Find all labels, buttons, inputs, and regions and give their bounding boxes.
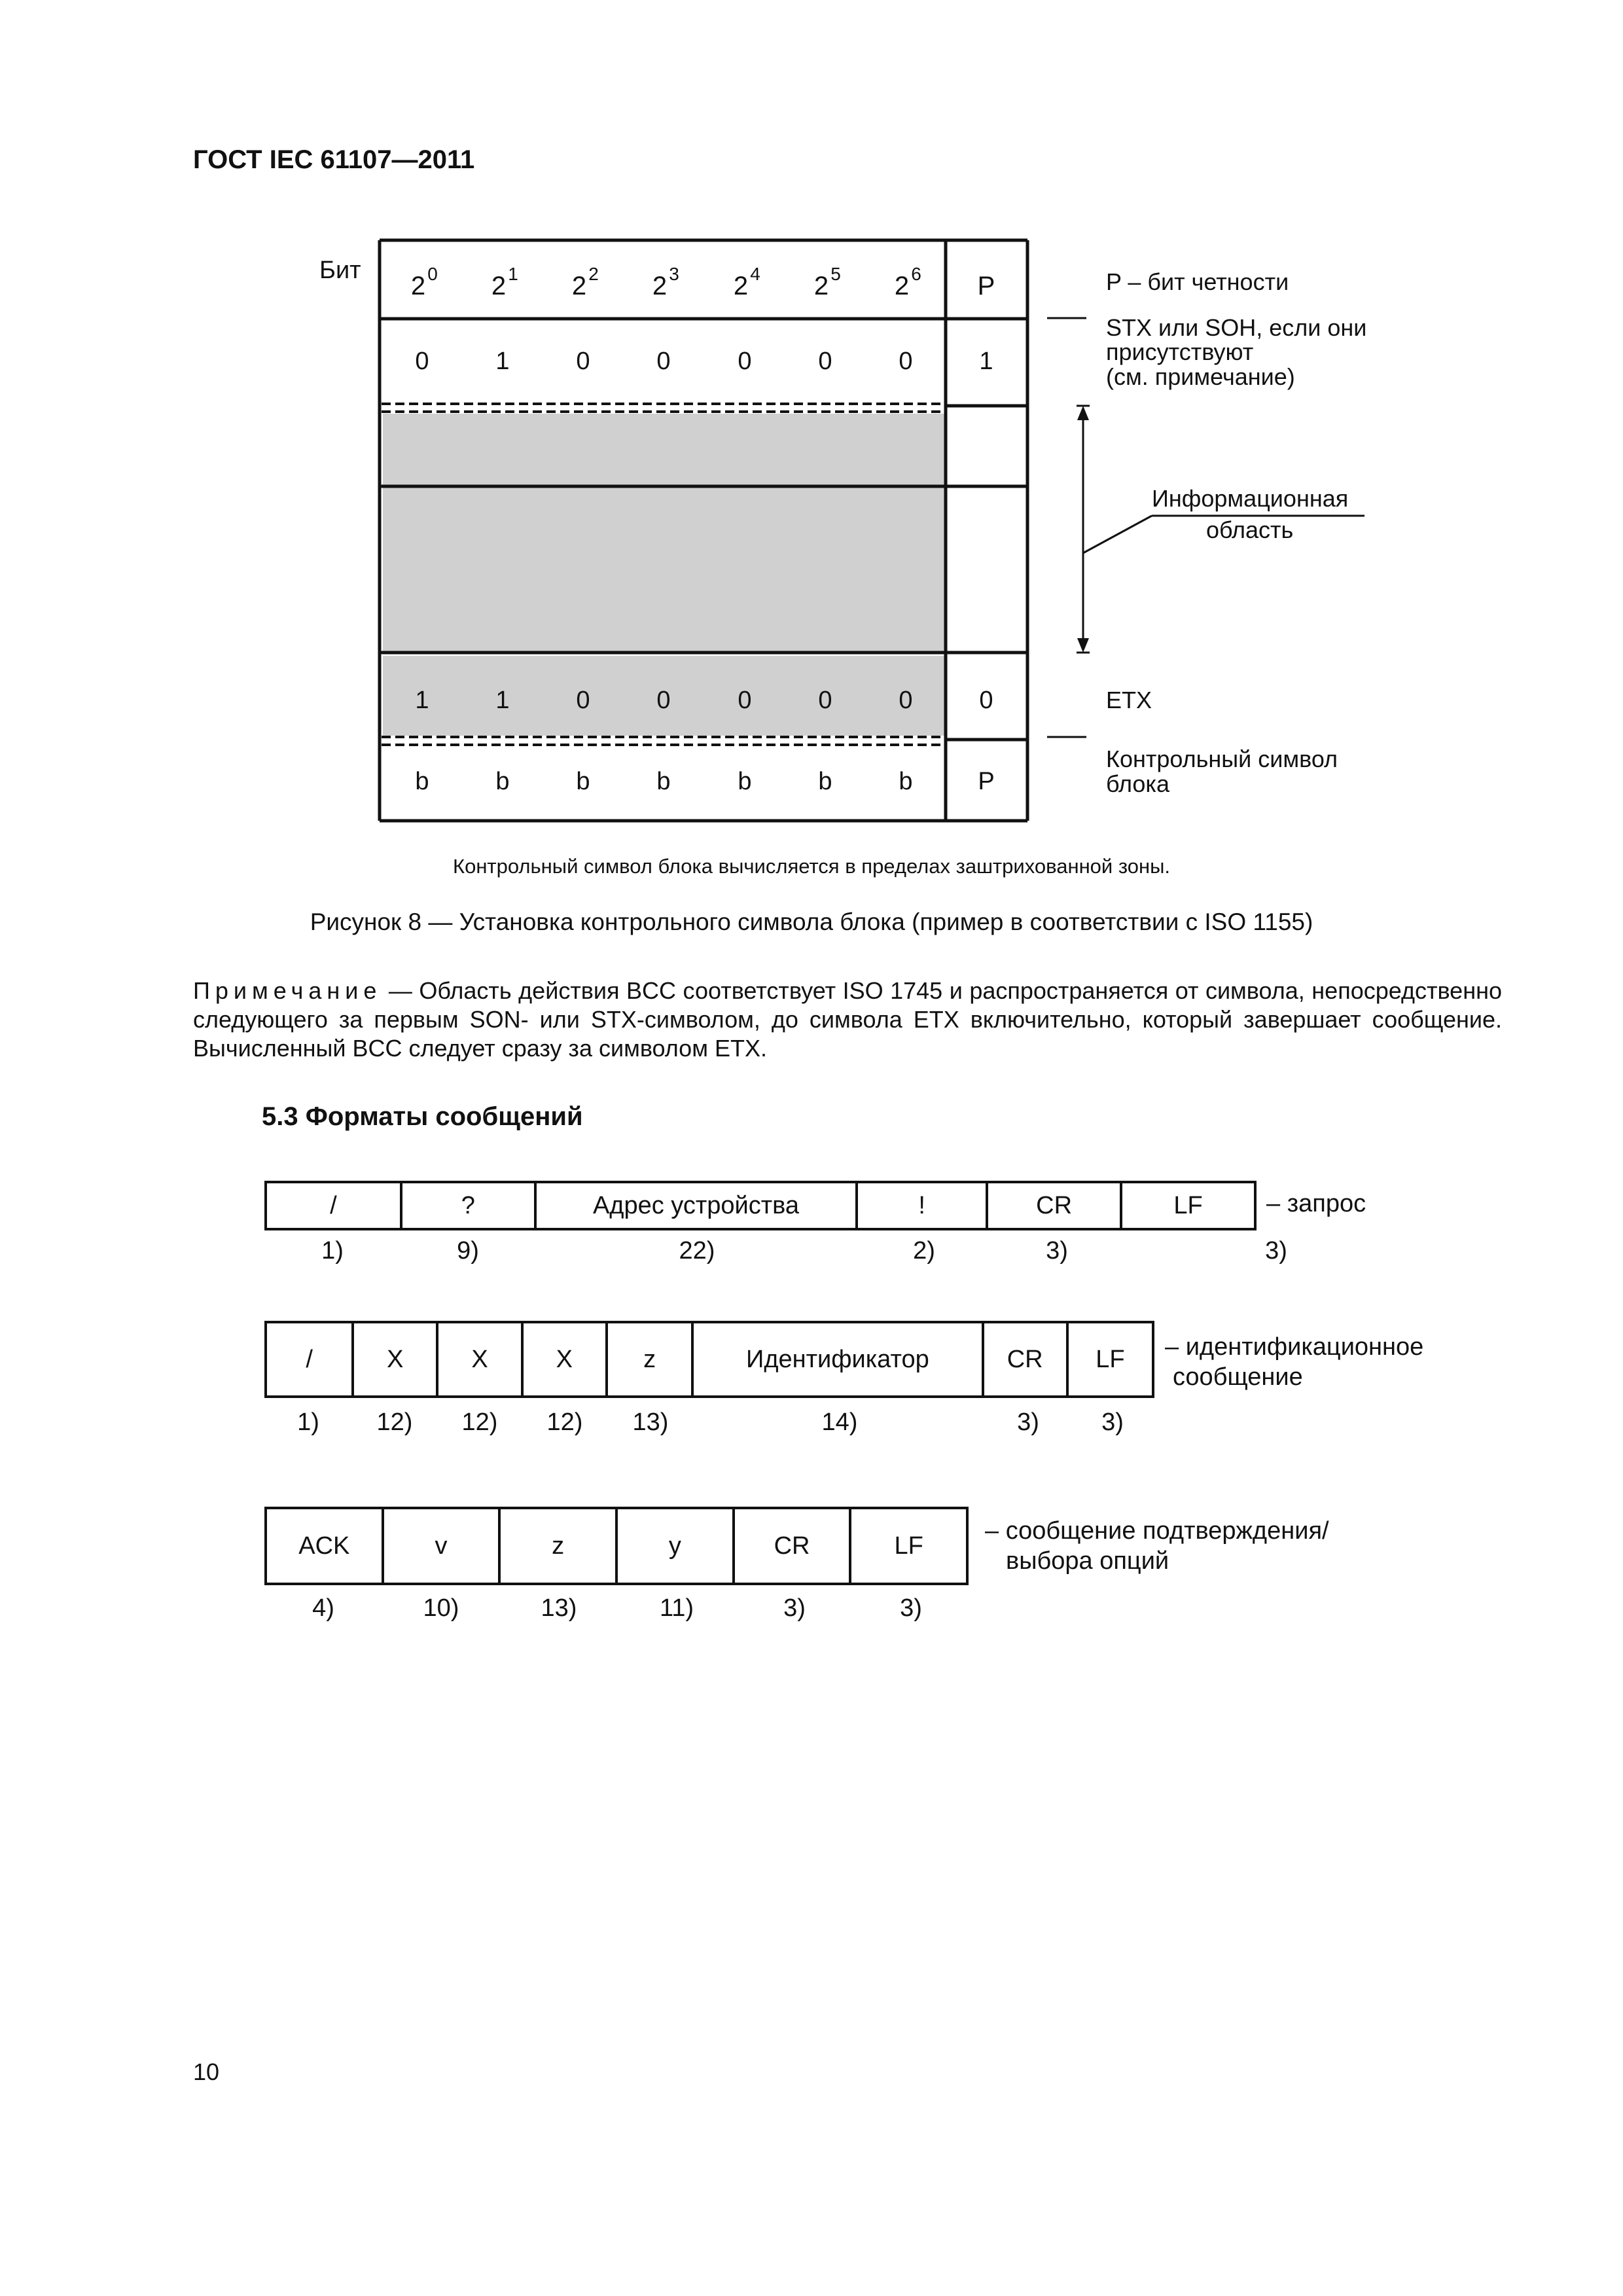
- acknowledgement-cell-2: z: [501, 1509, 618, 1583]
- bcc-row-bit-2: b: [576, 768, 590, 795]
- identification-ref-1: 12): [376, 1408, 413, 1436]
- identification-cell-5: Идентификатор: [694, 1323, 984, 1395]
- acknowledgement-ref-0: 4): [312, 1594, 334, 1622]
- acknowledgement-description-line2: выбора опций: [1006, 1547, 1169, 1575]
- identification-ref-0: 1): [297, 1408, 319, 1436]
- acknowledgement-message-frame: [264, 1507, 969, 1585]
- identification-cell-7: LF: [1096, 1345, 1125, 1373]
- identification-message-frame: [264, 1321, 1154, 1398]
- identification-ref-6: 3): [1017, 1408, 1039, 1436]
- parity-label: P – бит четности: [1106, 268, 1289, 295]
- page-number: 10: [193, 2058, 220, 2085]
- stx-row-bit-6: 0: [899, 348, 913, 375]
- bit-header-1: 2: [491, 272, 507, 300]
- stx-row-bit-5: 0: [818, 348, 832, 375]
- acknowledgement-ref-3: 11): [659, 1594, 694, 1622]
- bit-exponent-5: 5: [830, 264, 841, 284]
- identification-cell-6: CR: [984, 1323, 1069, 1395]
- stx-row-bit-2: 0: [576, 348, 590, 375]
- bit-label: Бит: [319, 257, 361, 284]
- bit-header-3: 2: [652, 272, 668, 300]
- identification-cell-2: X: [438, 1323, 523, 1395]
- identification-description-line1: – идентификационное: [1165, 1333, 1424, 1361]
- bit-exponent-4: 4: [750, 264, 760, 284]
- request-cell-3: !: [858, 1183, 988, 1228]
- request-cell-2: Адрес устройства: [537, 1183, 858, 1228]
- acknowledgement-cell-0: ACK: [267, 1509, 384, 1583]
- identification-cell-3: X: [524, 1323, 608, 1395]
- etx-label: ETX: [1106, 687, 1152, 713]
- identification-ref-5: 14): [821, 1408, 858, 1436]
- note-text: — Область действия BCC соответствует ISO 1745 и распространяется от символа, непосредственно следующего за первым SON- или STX-символом, до символа ETX включительно, который завершает сообщение. Вычисленный BCC следует сразу за символом ETX.: [193, 977, 1502, 1062]
- identification-ref-3: 12): [546, 1408, 583, 1436]
- note-paragraph: [193, 977, 1502, 1063]
- request-ref-5: 3): [1265, 1237, 1287, 1265]
- document-header: ГОСТ IEC 61107—2011: [193, 145, 475, 174]
- bit-exponent-3: 3: [669, 264, 679, 284]
- acknowledgement-ref-1: 10): [423, 1594, 459, 1622]
- acknowledgement-ref-4: 3): [783, 1594, 806, 1622]
- acknowledgement-ref-2: 13): [541, 1594, 577, 1622]
- request-cell-0: /: [267, 1183, 402, 1228]
- request-description: – запрос: [1266, 1190, 1366, 1217]
- identification-description: [1165, 1332, 1423, 1392]
- stx-label-line2: присутствуют: [1106, 338, 1254, 365]
- request-cell-5: LF: [1173, 1191, 1203, 1219]
- etx-row-bit-2: 0: [576, 687, 590, 714]
- acknowledgement-ref-5: 3): [900, 1594, 922, 1622]
- bit-header-4: 2: [733, 272, 749, 300]
- bcc-label-line1: Контрольный символ: [1106, 745, 1338, 772]
- parity-header: P: [977, 272, 995, 300]
- request-cell-1: ?: [402, 1183, 537, 1228]
- bit-header-2: 2: [571, 272, 587, 300]
- identification-ref-2: 12): [461, 1408, 498, 1436]
- etx-row-bit-3: 0: [656, 687, 671, 714]
- identification-cell-4: z: [608, 1323, 694, 1395]
- request-message-frame: [264, 1181, 1257, 1230]
- bit-exponent-6: 6: [911, 264, 921, 284]
- stx-row-bit-3: 0: [656, 348, 671, 375]
- etx-row-parity: 0: [979, 687, 993, 714]
- identification-cell-0: /: [267, 1323, 354, 1395]
- identification-description-line2: сообщение: [1173, 1363, 1303, 1391]
- bit-header-0: 2: [410, 272, 426, 300]
- stx-row-bit-0: 0: [415, 348, 429, 375]
- stx-label-line3: (см. примечание): [1106, 363, 1295, 390]
- bcc-row-bit-3: b: [656, 768, 671, 795]
- bcc-row-parity: P: [978, 768, 995, 795]
- acknowledgement-description: [985, 1516, 1329, 1576]
- acknowledgement-cell-4: CR: [735, 1509, 852, 1583]
- request-ref-1: 9): [457, 1237, 479, 1265]
- bit-exponent-2: 2: [588, 264, 599, 284]
- etx-row-bit-4: 0: [738, 687, 752, 714]
- bit-exponent-1: 1: [508, 264, 518, 284]
- etx-row-bit-5: 0: [818, 687, 832, 714]
- etx-row-bit-1: 1: [495, 687, 510, 714]
- info-area-label-line2: область: [1206, 516, 1294, 543]
- acknowledgement-cell-1: v: [384, 1509, 501, 1583]
- acknowledgement-cell-5: LF: [894, 1532, 923, 1560]
- bcc-row-bit-6: b: [899, 768, 913, 795]
- request-ref-3: 2): [913, 1237, 935, 1265]
- figure-caption: Рисунок 8 — Установка контрольного символа блока (пример в соответствии с ISO 1155): [310, 908, 1313, 935]
- request-ref-4: 3): [1046, 1237, 1068, 1265]
- request-ref-0: 1): [321, 1237, 344, 1265]
- acknowledgement-description-line1: – сообщение подтверждения/: [985, 1517, 1329, 1545]
- bit-header-6: 2: [894, 272, 910, 300]
- stx-row-bit-1: 1: [495, 348, 510, 375]
- bit-exponent-0: 0: [427, 264, 438, 284]
- shaded-info-zone: [383, 414, 946, 655]
- etx-row-bit-0: 1: [415, 687, 429, 714]
- etx-row-bit-6: 0: [899, 687, 913, 714]
- bcc-row-bit-0: b: [415, 768, 429, 795]
- request-ref-2: 22): [679, 1237, 715, 1265]
- bcc-row-bit-4: b: [738, 768, 752, 795]
- figure-8-diagram: [0, 0, 1623, 851]
- section-heading: 5.3 Форматы сообщений: [262, 1102, 583, 1131]
- note-label: Примечание: [193, 977, 382, 1004]
- figure-note: Контрольный символ блока вычисляется в пределах заштрихованной зоны.: [453, 855, 1170, 878]
- request-cell-4: CR: [988, 1183, 1122, 1228]
- acknowledgement-cell-3: y: [618, 1509, 735, 1583]
- stx-row-bit-4: 0: [738, 348, 752, 375]
- identification-ref-7: 3): [1101, 1408, 1124, 1436]
- bcc-row-bit-1: b: [495, 768, 510, 795]
- bcc-label-line2: блока: [1106, 770, 1169, 797]
- bcc-row-bit-5: b: [818, 768, 832, 795]
- bit-header-5: 2: [813, 272, 829, 300]
- identification-ref-4: 13): [632, 1408, 669, 1436]
- stx-row-parity: 1: [979, 348, 993, 375]
- stx-label-line1: STX или SOH, если они: [1106, 314, 1367, 341]
- info-area-label-line1: Информационная: [1152, 485, 1349, 512]
- identification-cell-1: X: [354, 1323, 438, 1395]
